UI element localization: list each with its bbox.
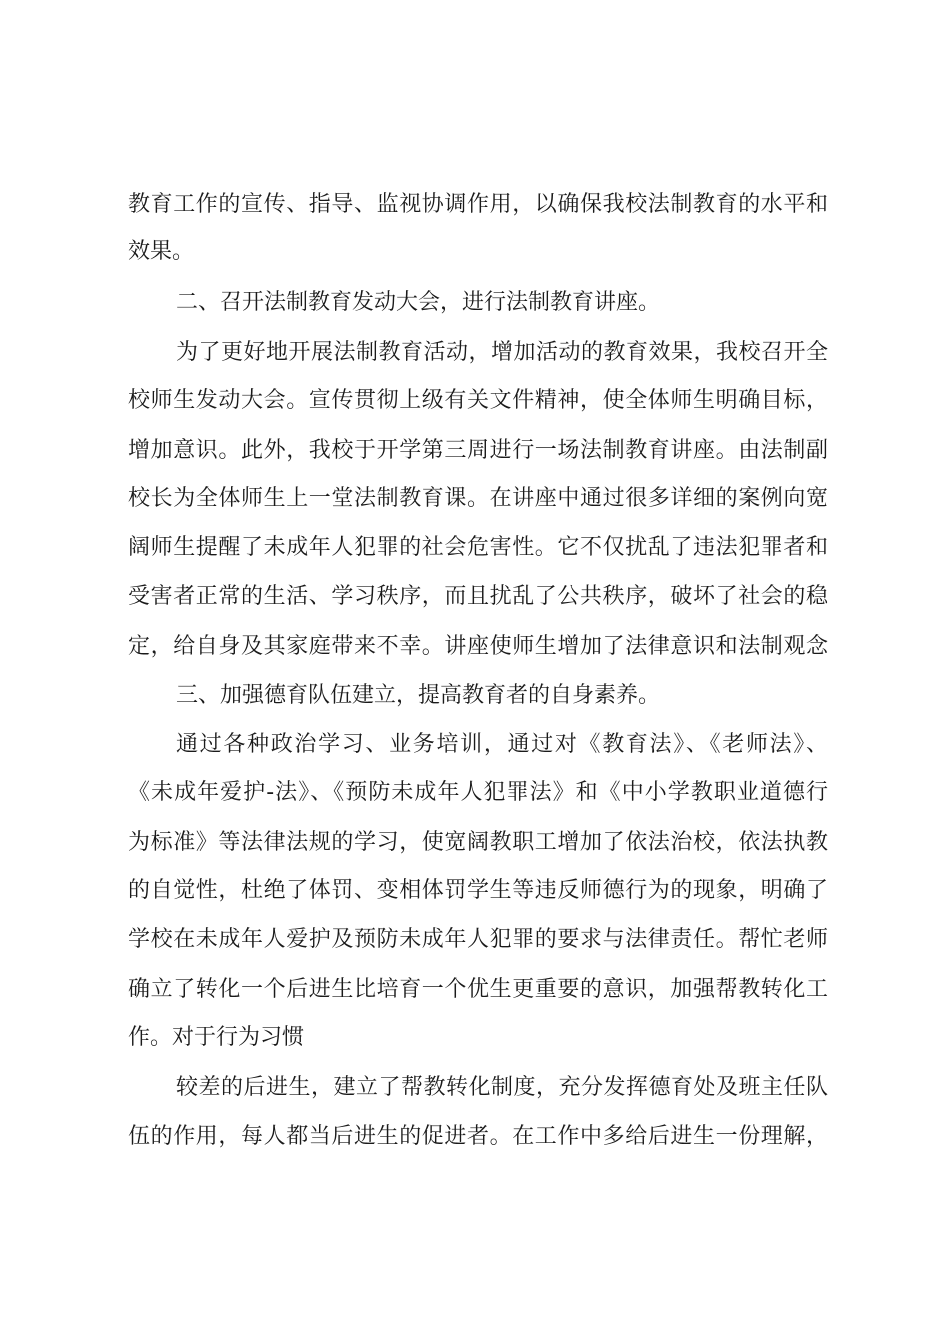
text-line: 为标准》等法律法规的学习，使宽阔教职工增加了依法治校，依法执教 [128, 830, 828, 855]
section-heading: 三、加强德育队伍建立，提高教育者的自身素养。 [176, 683, 661, 708]
section-heading: 二、召开法制教育发动大会，进行法制教育讲座。 [176, 290, 661, 315]
text-line: 为了更好地开展法制教育活动，增加活动的教育效果，我校召开全 [176, 340, 828, 365]
text-line: 定，给自身及其家庭带来不幸。讲座使师生增加了法律意识和法制观念 [128, 634, 828, 659]
text-line: 增加意识。此外，我校于开学第三周进行一场法制教育讲座。由法制副 [128, 438, 828, 463]
text-line: 校长为全体师生上一堂法制教育课。在讲座中通过很多详细的案例向宽 [128, 486, 828, 511]
text-line: 通过各种政治学习、业务培训，通过对《教育法》、《老师法》、 [176, 732, 828, 757]
text-line: 伍的作用，每人都当后进生的促进者。在工作中多给后进生一份理解， [128, 1124, 828, 1149]
text-line: 受害者正常的生活、学习秩序，而且扰乱了公共秩序，破坏了社会的稳 [128, 584, 828, 609]
text-line: 《未成年爱护-法》、《预防未成年人犯罪法》和《中小学教职业道德行 [128, 780, 828, 805]
text-line: 学校在未成年人爱护及预防未成年人犯罪的要求与法律责任。帮忙老师 [128, 927, 828, 952]
text-line: 确立了转化一个后进生比培育一个优生更重要的意识，加强帮教转化工 [128, 977, 828, 1002]
text-line: 的自觉性，杜绝了体罚、变相体罚学生等违反师德行为的现象，明确了 [128, 878, 828, 903]
text-line: 阔师生提醒了未成年人犯罪的社会危害性。它不仅扰乱了违法犯罪者和 [128, 535, 828, 560]
text-line: 作。对于行为习惯 [128, 1025, 305, 1050]
text-line: 校师生发动大会。宣传贯彻上级有关文件精神，使全体师生明确目标， [128, 388, 828, 413]
text-line: 较差的后进生，建立了帮教转化制度，充分发挥德育处及班主任队 [176, 1075, 828, 1100]
text-line: 效果。 [128, 239, 195, 264]
text-line: 教育工作的宣传、指导、监视协调作用，以确保我校法制教育的水平和 [128, 192, 828, 217]
